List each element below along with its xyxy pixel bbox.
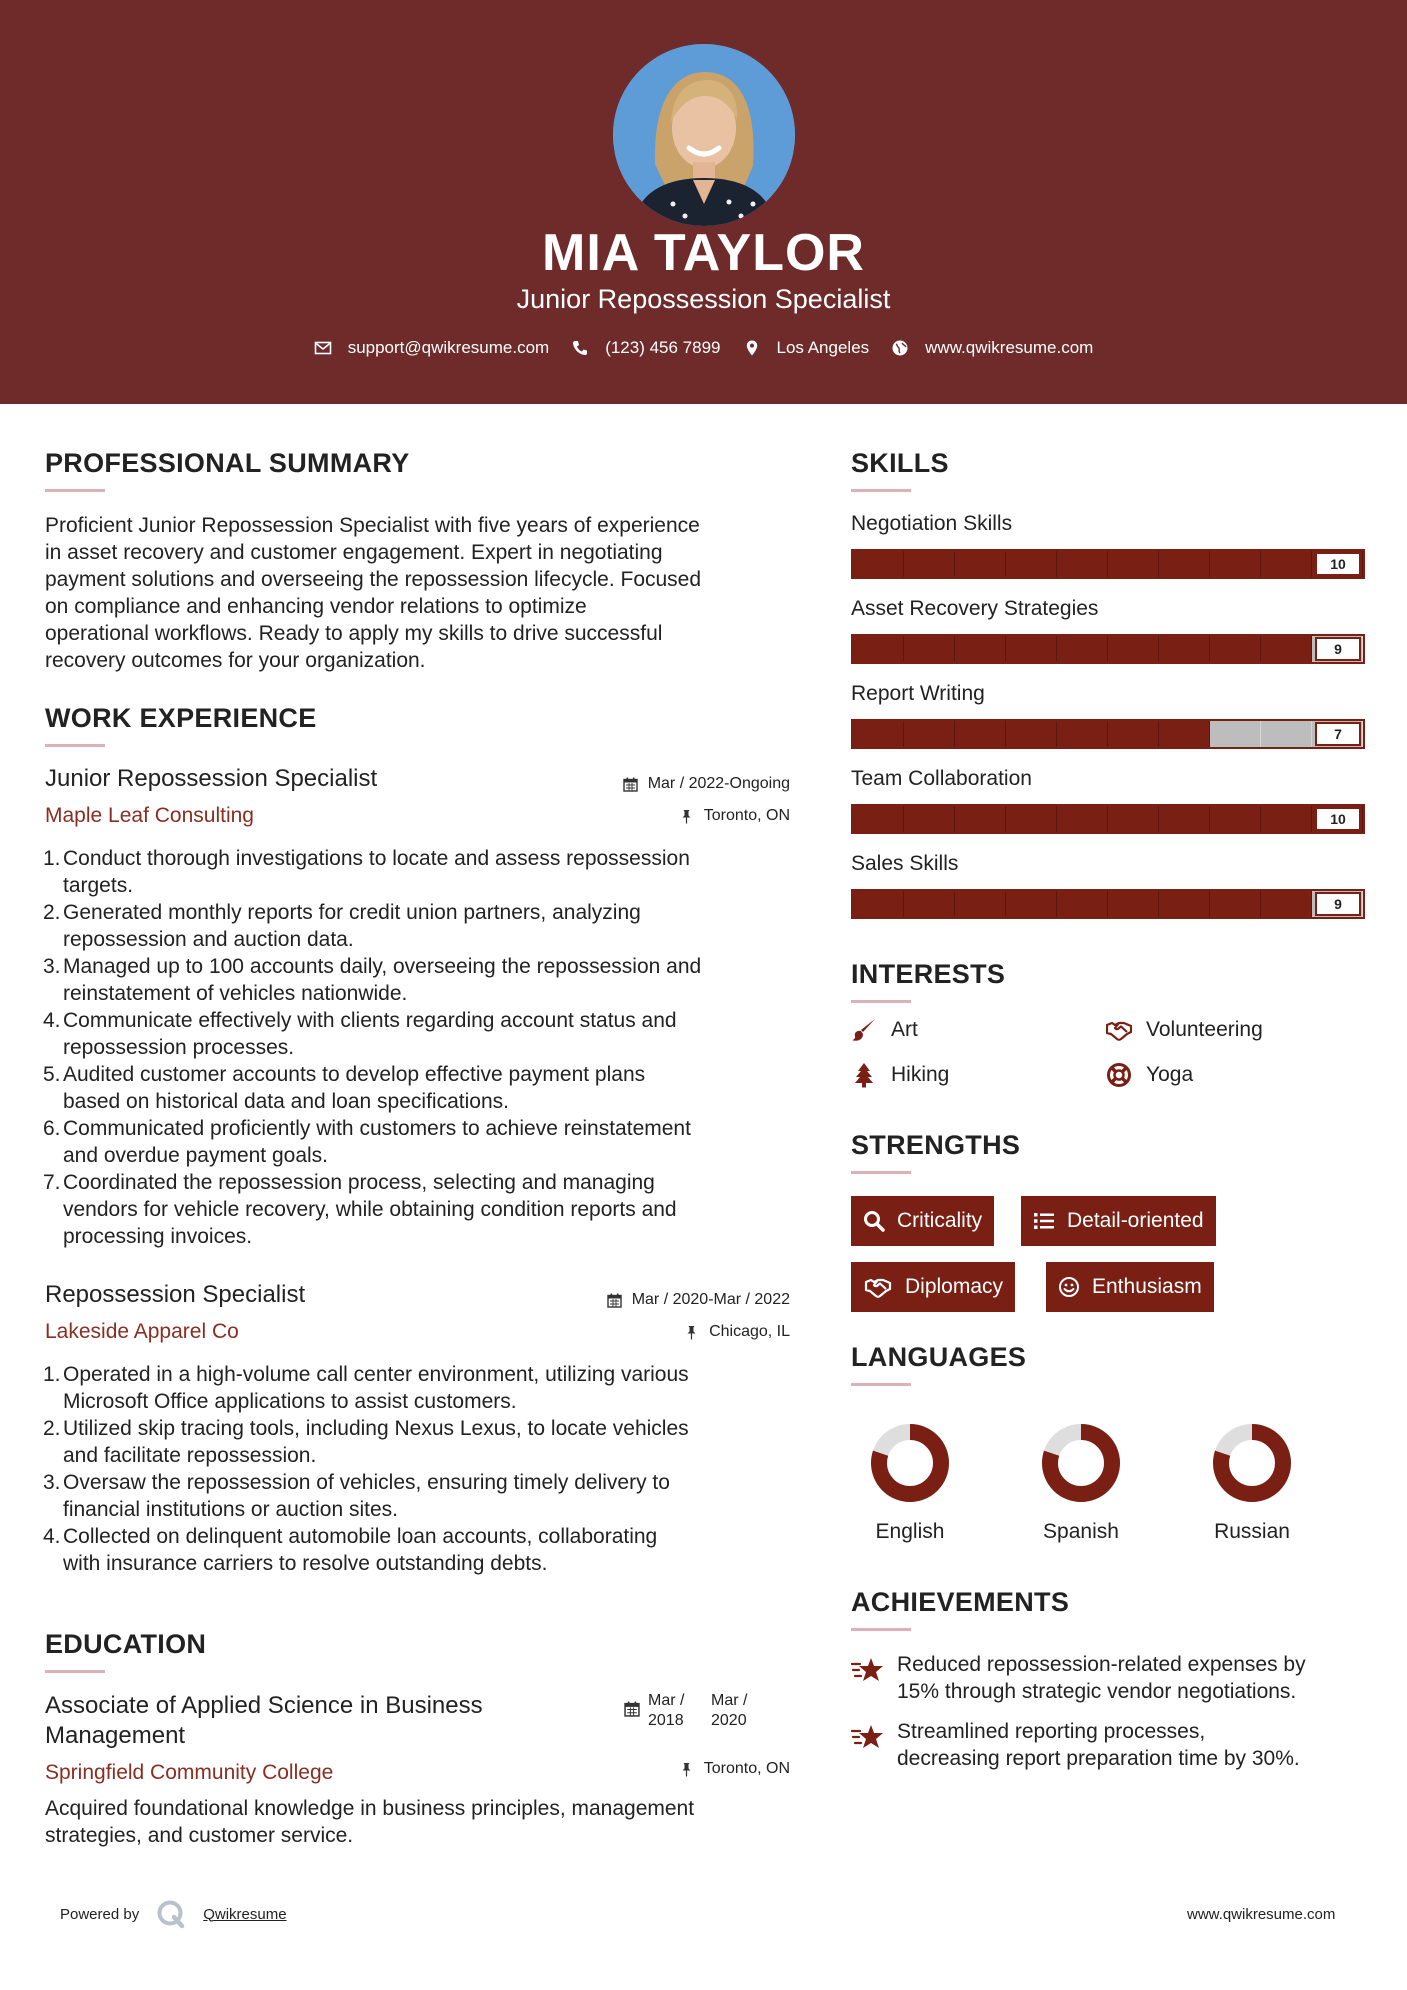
skill-bar-segment [1108, 721, 1159, 747]
list-item: 4. Communicate effectively with clients regarding account status and repossession processes. [43, 1009, 677, 1059]
job-company: Lakeside Apparel Co [45, 1320, 239, 1343]
skill-bar-segment [904, 721, 955, 747]
interest-item-volunteering [1106, 1017, 1263, 1043]
brand-link[interactable]: Qwikresume [203, 1905, 287, 1923]
list-item: 1. Operated in a high-volume call center environment, utilizing various Microsoft Office applications to assist customers. [43, 1363, 689, 1413]
skill-bar-segment [1261, 891, 1312, 917]
skill-bar-segment [1108, 891, 1159, 917]
skill-bar-segment [1261, 806, 1312, 832]
strength-label: Detail-oriented [1067, 1209, 1204, 1232]
list-item: 5. Audited customer accounts to develop effective payment plans based on historical data and loan specifications. [43, 1063, 646, 1113]
language-level-donut [1038, 1420, 1124, 1506]
skill-bar-segment [955, 721, 1006, 747]
summary-heading-underline [45, 489, 105, 492]
job-location-text: Toronto, ON [703, 807, 790, 824]
skill-bar-segment [1261, 636, 1312, 662]
skill-level-bar [851, 634, 1365, 664]
skill-bar-segment [1210, 636, 1261, 662]
skill-bar-segment [1210, 721, 1261, 747]
skill-bar-segment [1210, 551, 1261, 577]
contact-email[interactable] [314, 338, 550, 358]
contact-location-text: Los Angeles [776, 338, 870, 357]
skill-bar-segment [955, 551, 1006, 577]
job-title: Junior Repossession Specialist [45, 765, 378, 792]
skill-bar-segment [904, 806, 955, 832]
interests-heading: INTERESTS [851, 959, 1006, 989]
skill-bar-segment [1261, 551, 1312, 577]
skill-bar-segment [1006, 721, 1057, 747]
skill-label: Report Writing [851, 682, 985, 705]
strength-label: Criticality [897, 1209, 983, 1232]
job-location-text: Chicago, IL [709, 1323, 790, 1340]
degree-line: Management [45, 1722, 186, 1749]
strength-label: Enthusiasm [1092, 1275, 1202, 1298]
skill-bar-segment [1057, 551, 1108, 577]
list-item: 2. Generated monthly reports for credit union partners, analyzing repossession and auction data. [43, 901, 641, 951]
skill-bar-segment [853, 806, 904, 832]
candidate-title: Junior Repossession Specialist [516, 284, 891, 314]
language-level-donut [867, 1420, 953, 1506]
star-icon [851, 1655, 885, 1685]
achievement-text: Reduced repossession-related expenses by 15% through strategic vendor negotiations. [897, 1653, 1306, 1703]
education-heading-underline [45, 1670, 105, 1673]
skill-bar-segment [955, 891, 1006, 917]
language-label: Russian [1214, 1520, 1290, 1543]
pushpin-icon [679, 809, 694, 824]
summary-line: in asset recovery and customer engagement. Expert in negotiating [45, 541, 663, 564]
strength-chip [1021, 1196, 1216, 1246]
experience-heading: WORK EXPERIENCE [45, 703, 317, 733]
handshake-icon [863, 1276, 893, 1298]
skill-bar-segment [1159, 551, 1210, 577]
achievement-item [851, 1718, 1300, 1772]
summary-line: recovery outcomes for your organization. [45, 649, 426, 672]
job-location [684, 1323, 790, 1341]
skill-bar-segment [1108, 636, 1159, 662]
skill-bar-segment [1210, 806, 1261, 832]
strengths-heading-underline [851, 1171, 911, 1174]
skills-heading-underline [851, 489, 911, 492]
skill-bar-segment [1108, 551, 1159, 577]
language-item [850, 1420, 970, 1544]
summary-heading: PROFESSIONAL SUMMARY [45, 448, 410, 478]
resume-header [0, 0, 1407, 404]
contact-website-text: www.qwikresume.com [925, 338, 1094, 357]
calendar-icon [607, 1293, 622, 1308]
skill-score-badge: 10 [1315, 807, 1361, 831]
interest-item-yoga [1106, 1062, 1193, 1088]
list-item: 2. Utilized skip tracing tools, including Nexus Lexus, to locate vehicles and facilitate repossession. [43, 1417, 689, 1467]
skill-label: Negotiation Skills [851, 512, 1013, 535]
skill-bar-segment [904, 891, 955, 917]
education-description: Acquired foundational knowledge in business principles, management strategies, and customer service. [45, 1797, 695, 1847]
calendar-icon [624, 1701, 640, 1717]
skill-bar-segment [853, 721, 904, 747]
achievement-item [851, 1651, 1306, 1705]
calendar-icon [623, 777, 638, 792]
languages-heading: LANGUAGES [851, 1342, 1027, 1372]
lifebuoy-icon [1106, 1062, 1132, 1088]
job-company: Maple Leaf Consulting [45, 804, 254, 827]
interest-label: Art [891, 1018, 918, 1041]
degree-title [45, 1691, 483, 1751]
profile-photo [613, 44, 795, 226]
skill-level-bar [851, 889, 1365, 919]
pushpin-icon [679, 1762, 694, 1777]
skill-bar-segment [1006, 891, 1057, 917]
qwikresume-logo-icon [155, 1898, 187, 1930]
strength-chip [851, 1196, 994, 1246]
powered-by-label: Powered by [60, 1905, 140, 1923]
contact-location [743, 338, 870, 358]
list-item: 1. Conduct thorough investigations to locate and assess repossession targets. [43, 847, 690, 897]
skill-bar-segment [1057, 891, 1108, 917]
skill-bar-segment [1057, 636, 1108, 662]
map-pin-icon [743, 339, 761, 357]
skill-level-bar [851, 549, 1365, 579]
job-dates [623, 775, 790, 793]
skill-score-badge: 9 [1315, 892, 1361, 916]
candidate-name: MIA TAYLOR [542, 224, 865, 282]
skill-bar-segment [1006, 806, 1057, 832]
job-bullets [45, 845, 805, 1250]
school-name: Springfield Community College [45, 1761, 334, 1784]
skill-bar-segment [1057, 806, 1108, 832]
contact-phone-text: (123) 456 7899 [605, 338, 721, 357]
strengths-heading: STRENGTHS [851, 1130, 1021, 1160]
contact-website[interactable] [891, 338, 1093, 358]
skill-bar-segment [904, 551, 955, 577]
job-dates [607, 1291, 790, 1309]
degree-line: Associate of Applied Science in Business [45, 1692, 483, 1719]
interest-label: Volunteering [1146, 1018, 1263, 1041]
language-label: Spanish [1043, 1520, 1119, 1543]
language-item [1021, 1420, 1141, 1544]
interests-heading-underline [851, 1000, 911, 1003]
interest-item-hiking [851, 1062, 949, 1088]
skill-label: Team Collaboration [851, 767, 1032, 790]
smile-icon [1058, 1276, 1080, 1298]
achievements-heading-underline [851, 1628, 911, 1631]
interest-item-art [851, 1017, 918, 1043]
strength-label: Diplomacy [905, 1275, 1004, 1298]
footer-powered-by [60, 1898, 287, 1930]
skill-bar-segment [1006, 636, 1057, 662]
skill-level-bar [851, 804, 1365, 834]
skill-bar-segment [1159, 806, 1210, 832]
job-location [679, 807, 790, 825]
skill-bar-segment [853, 636, 904, 662]
skill-label: Sales Skills [851, 852, 959, 875]
achievements-heading: ACHIEVEMENTS [851, 1587, 1070, 1617]
contact-phone[interactable] [571, 338, 720, 358]
strength-chip [1046, 1262, 1214, 1312]
list-item: 6. Communicated proficiently with customers to achieve reinstatement and overdue payment goals. [43, 1117, 691, 1167]
job-dates-text: Mar / 2020-Mar / 2022 [631, 1291, 790, 1308]
experience-heading-underline [45, 744, 105, 747]
list-item: 3. Managed up to 100 accounts daily, overseeing the repossession and reinstatement of vehicles nationwide. [43, 955, 702, 1005]
education-location [679, 1760, 790, 1778]
skill-bar-segment [1159, 721, 1210, 747]
interest-label: Hiking [891, 1063, 950, 1086]
skill-bar-segment [1057, 721, 1108, 747]
list-item: 7. Coordinated the repossession process, selecting and managing vendors for vehicle recovery, while obtaining condition reports and processing invoices. [43, 1171, 677, 1248]
profile-photo-illustration [613, 44, 795, 226]
skill-bar-segment [1210, 891, 1261, 917]
skill-score-badge: 9 [1315, 637, 1361, 661]
languages-heading-underline [851, 1383, 911, 1386]
skill-score-badge: 7 [1315, 722, 1361, 746]
summary-line: payment solutions and overseeing the repossession lifecycle. Focused [45, 568, 702, 591]
job-dates-text: Mar / 2022-Ongoing [647, 775, 790, 792]
language-item [1192, 1420, 1312, 1544]
achievement-text: Streamlined reporting processes, decreasing report preparation time by 30%. [897, 1720, 1300, 1770]
strength-chip [851, 1262, 1015, 1312]
job-bullets [45, 1361, 805, 1577]
summary-text [45, 512, 805, 674]
skill-bar-segment [853, 551, 904, 577]
job-title: Repossession Specialist [45, 1281, 306, 1308]
footer-website-link[interactable]: www.qwikresume.com [1187, 1906, 1336, 1923]
star-icon [851, 1722, 885, 1752]
interest-label: Yoga [1146, 1063, 1194, 1086]
contact-row [0, 338, 1407, 358]
education-heading: EDUCATION [45, 1629, 207, 1659]
skill-bar-segment [853, 891, 904, 917]
skill-bar-segment [955, 636, 1006, 662]
contact-email-text: support@qwikresume.com [347, 338, 550, 357]
tree-icon [851, 1062, 877, 1088]
summary-line: on compliance and enhancing vendor relations to optimize [45, 595, 587, 618]
skill-bar-segment [1159, 636, 1210, 662]
search-icon [863, 1210, 885, 1232]
summary-line: operational workflows. Ready to apply my skills to drive successful [45, 622, 663, 645]
list-item: 4. Collected on delinquent automobile loan accounts, collaborating with insurance carriers to resolve outstanding debts. [43, 1525, 658, 1575]
skill-bar-segment [1006, 551, 1057, 577]
list-icon [1033, 1210, 1055, 1232]
globe-icon [891, 339, 909, 357]
skill-bar-segment [955, 806, 1006, 832]
skill-bar-segment [1159, 891, 1210, 917]
handshake-icon [1106, 1017, 1132, 1043]
skill-label: Asset Recovery Strategies [851, 597, 1099, 620]
skill-score-badge: 10 [1315, 552, 1361, 576]
envelope-icon [314, 339, 332, 357]
skill-bar-segment [1108, 806, 1159, 832]
skill-bar-segment [904, 636, 955, 662]
education-location-text: Toronto, ON [703, 1760, 790, 1777]
phone-icon [571, 339, 589, 357]
language-label: English [875, 1520, 945, 1543]
skill-bar-segment [1261, 721, 1312, 747]
language-level-donut [1209, 1420, 1295, 1506]
skill-level-bar [851, 719, 1365, 749]
skills-heading: SKILLS [851, 448, 949, 478]
list-item: 3. Oversaw the repossession of vehicles, ensuring timely delivery to financial institutions or auction sites. [43, 1471, 670, 1521]
education-start-date: Mar / 2018 [648, 1692, 685, 1729]
paintbrush-icon [851, 1017, 877, 1043]
education-end-date: Mar / 2020 [711, 1692, 748, 1729]
pushpin-icon [684, 1325, 699, 1340]
summary-line: Proficient Junior Repossession Specialist with five years of experience [45, 514, 700, 537]
